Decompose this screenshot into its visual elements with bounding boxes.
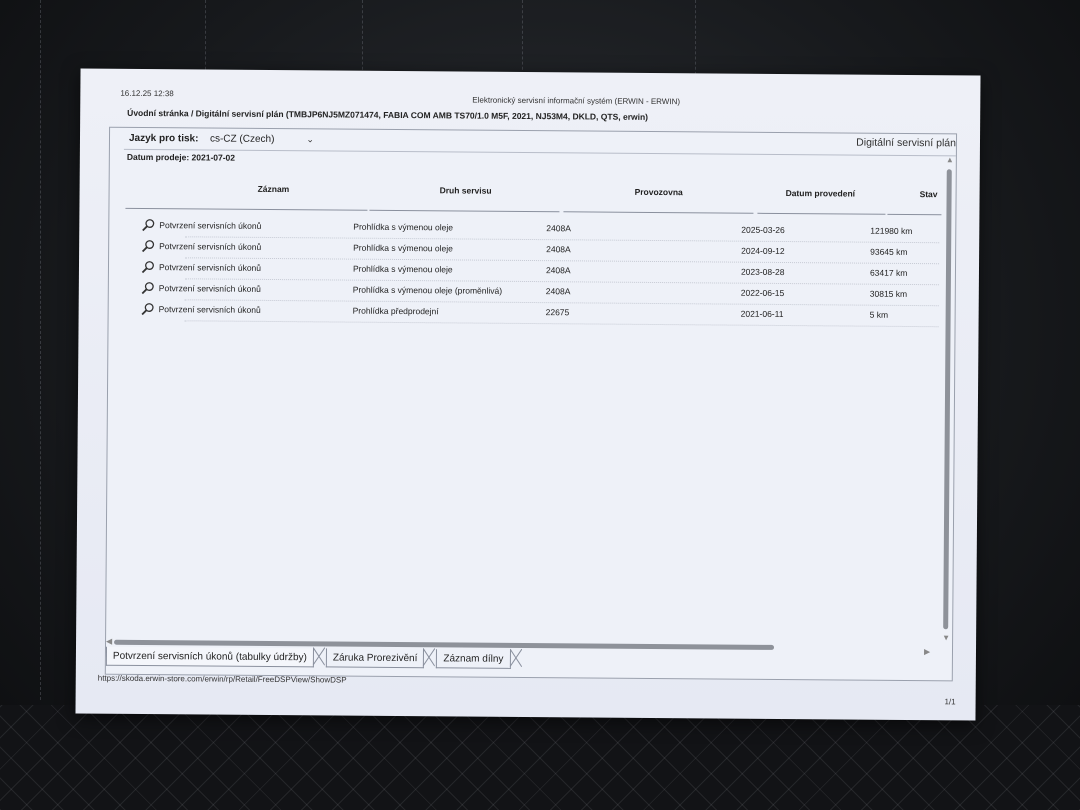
header-underline [757, 213, 885, 215]
magnifier-icon[interactable] [141, 218, 155, 232]
dsp-window [105, 127, 957, 682]
mileage-cell: 93645 km [870, 246, 908, 257]
row-divider [185, 320, 939, 327]
service-type-cell: Prohlídka s výmenou oleje (proměnlivá) [352, 284, 503, 296]
header-underline [369, 210, 559, 212]
mileage-cell: 63417 km [869, 267, 908, 278]
seat-stitching [362, 0, 363, 80]
breadcrumb: Úvodní stránka / Digitální servisní plán (TMBJP6NJ5MZ071474, FABIA COM AMB TS70/1.0 M5F, 2021, NJ53M4, DKLD, QTS, erwin) [127, 107, 649, 122]
seat-stitching [695, 0, 696, 80]
service-type-cell: Prohlídka s výmenou oleje [352, 263, 453, 275]
header-underline [887, 214, 941, 215]
sale-date: Datum prodeje: 2021-07-02 [126, 151, 236, 163]
header-underline [125, 208, 367, 211]
record-cell: Potvrzení servisních úkonů [158, 283, 261, 294]
date-cell: 2024-09-12 [741, 245, 785, 257]
column-header-record[interactable]: Záznam [257, 183, 290, 195]
tab-corrosion-warranty[interactable] [326, 648, 425, 668]
magnifier-icon[interactable] [141, 239, 155, 253]
service-type-cell: Prohlídka s výmenou oleje [353, 221, 454, 233]
workshop-cell: 2408A [545, 265, 571, 276]
scroll-down-icon[interactable]: ▼ [942, 633, 951, 643]
tab-separator-icon [509, 649, 521, 667]
page-url: https://skoda.erwin-store.com/erwin/rp/Retail/FreeDSPView/ShowDSP [97, 673, 347, 685]
column-header-workshop[interactable]: Provozovna [634, 186, 683, 198]
language-value: cs-CZ (Czech) [209, 133, 275, 146]
page-title: Digitální servisní plán [856, 136, 957, 150]
magnifier-icon[interactable] [141, 281, 155, 295]
print-datetime: 16.12.25 12:38 [120, 88, 174, 99]
workshop-cell: 22675 [545, 307, 570, 318]
magnifier-icon[interactable] [141, 302, 155, 316]
service-type-cell: Prohlídka s výmenou oleje [353, 242, 453, 254]
vertical-scrollbar[interactable] [940, 155, 955, 643]
date-cell: 2021-06-11 [740, 308, 784, 320]
tab-maintenance-confirmation[interactable] [106, 647, 314, 668]
bottom-tabs [106, 647, 523, 668]
seat-fabric [0, 705, 1080, 810]
workshop-cell: 2408A [546, 244, 571, 255]
tab-label: Záruka Prorezivění [332, 651, 418, 664]
vertical-scroll-thumb[interactable] [943, 169, 952, 629]
magnifier-icon[interactable] [141, 260, 155, 274]
scroll-up-icon[interactable]: ▲ [945, 155, 954, 165]
date-cell: 2023-08-28 [740, 266, 785, 278]
page-number: 1/1 [944, 697, 956, 707]
record-cell: Potvrzení servisních úkonů [158, 304, 261, 315]
tab-label: Záznam dílny [443, 652, 504, 665]
record-cell: Potvrzení servisních úkonů [158, 262, 262, 273]
column-header-date[interactable]: Datum provedení [785, 188, 856, 199]
mileage-cell: 121980 km [870, 225, 913, 237]
system-title: Elektronický servisní informační systém (ERWIN - ERWIN) [472, 95, 681, 107]
printed-page [75, 68, 980, 720]
record-cell: Potvrzení servisních úkonů [159, 220, 262, 231]
chevron-down-icon: ⌄ [306, 134, 315, 145]
date-cell: 2022-06-15 [740, 287, 785, 299]
mileage-cell: 5 km [869, 309, 889, 320]
language-select[interactable] [208, 131, 316, 147]
header-underline [563, 211, 753, 213]
service-type-cell: Prohlídka předprodejní [352, 305, 439, 317]
column-header-mileage[interactable]: Stav [919, 189, 938, 200]
scroll-left-icon[interactable]: ◀ [106, 636, 113, 646]
tab-label: Potvrzení servisních úkonů (tabulky údržby) [112, 650, 307, 663]
record-cell: Potvrzení servisních úkonů [159, 241, 262, 252]
scroll-right-icon[interactable]: ▶ [923, 647, 931, 657]
workshop-cell: 2408A [545, 286, 571, 297]
workshop-cell: 2408A [546, 223, 571, 234]
mileage-cell: 30815 km [869, 288, 908, 299]
tab-separator-icon [313, 647, 325, 665]
column-header-service-type[interactable]: Druh servisu [439, 185, 492, 196]
language-label: Jazyk pro tisk: [128, 132, 199, 145]
tab-workshop-record[interactable] [436, 649, 510, 669]
seat-stitching [522, 0, 523, 80]
seat-stitching [40, 0, 41, 700]
divider [124, 149, 956, 157]
seat-stitching [205, 0, 206, 80]
tab-separator-icon [423, 648, 435, 666]
date-cell: 2025-03-26 [741, 224, 785, 236]
